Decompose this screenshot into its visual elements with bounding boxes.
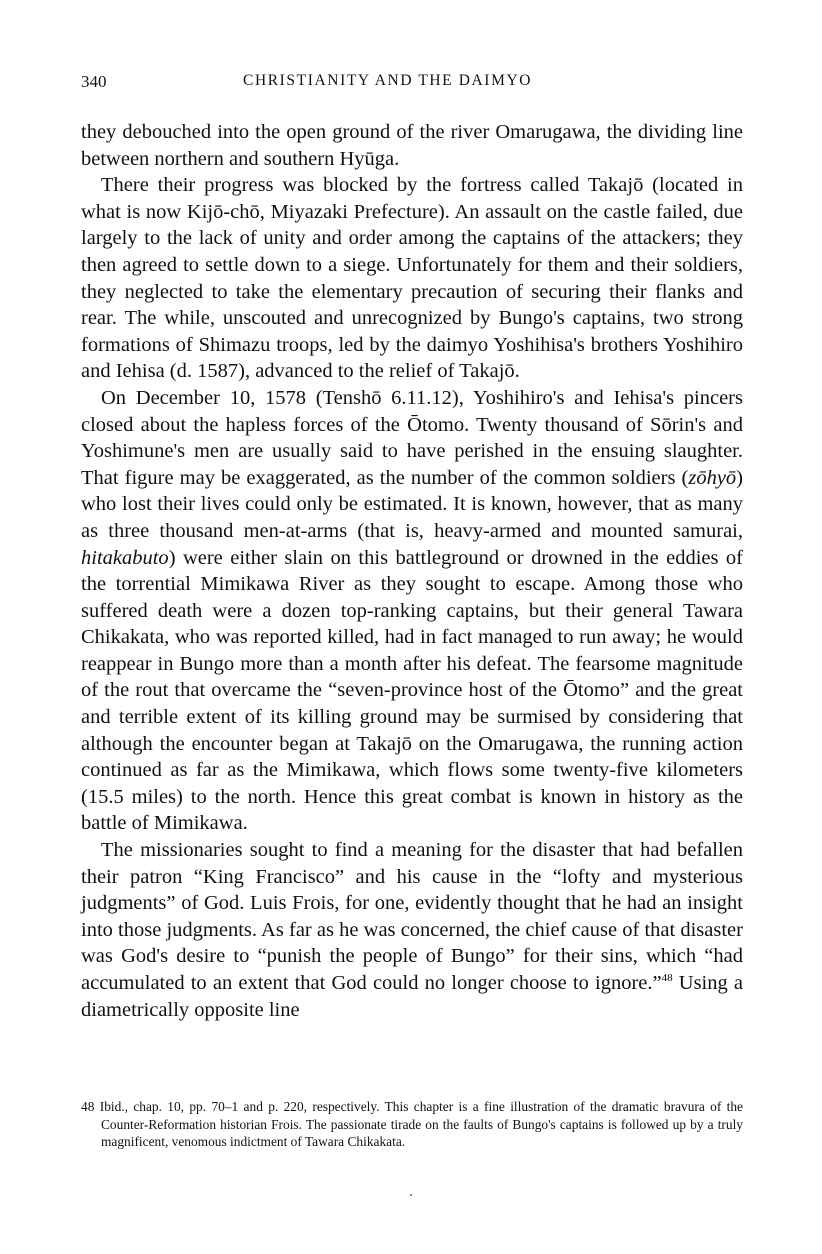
paragraph-4-text-b: Using a diametrically opposite line <box>81 972 743 1021</box>
footnote-text: Ibid., chap. 10, pp. 70–1 and p. 220, respectively. This chapter is a fine illustration of the dramatic bravura of the Counter-Reformation historian Frois. The passionate tirade on the faults of Bungo's captains is followed up by a truly magnificent, venomous indictment of Tawara Chikakata. <box>99 1099 743 1149</box>
running-title: CHRISTIANITY AND THE DAIMYO <box>243 72 533 89</box>
paragraph-1: they debouched into the open ground of the river Omarugawa, the dividing line between northern and southern Hyūga. <box>81 121 743 170</box>
page-speck <box>410 1194 412 1196</box>
term-hitakabuto: hitakabuto <box>81 546 169 569</box>
paragraph-3-text-a: On December 10, 1578 (Tenshō 6.11.12), Yoshihiro's and Iehisa's pincers closed about the hapless forces of the Ōtomo. Twenty thousand of Sōrin's and Yoshimune's men are usually said to have perished in the ensuing slaughter. That figure may be exaggerated, as the number of the common soldiers ( <box>81 386 743 489</box>
paragraph-3-text-c: ) were either slain on this battleground or drowned in the eddies of the torrential Mimikawa River as they sought to escape. Among those who suffered death were a dozen top-ranking captains, but their general Tawara Chikakata, who was reported killed, had in fact managed to run away; he would reappear in Bungo more than a month after his defeat. The fearsome magnitude of the rout that overcame the “seven-province host of the Ōtomo” and the great and terrible extent of its killing ground may be surmised by considering that although the encounter began at Takajō on the Omarugawa, the running action continued as far as the Mimikawa, which flows some twenty-five kilometers (15.5 miles) to the north. Hence this great combat is known in history as the battle of Mimikawa. <box>81 546 743 835</box>
footnote-reference[interactable]: 48 <box>661 972 673 985</box>
paragraph-4-text-a: The missionaries sought to find a meaning for the disaster that had befallen their patron “King Francisco” and his cause in the “lofty and mysterious judgments” of God. Luis Frois, for one, evidently thought that he had an insight into those judgments. As far as he was concerned, the chief cause of that disaster was God's desire to “punish the people of Bungo” for their sins, which “had accumulated to an extent that God could no longer choose to ignore.” <box>81 839 743 994</box>
body-text <box>81 119 743 1023</box>
term-zohyo: zōhyō <box>688 466 737 489</box>
page-number: 340 <box>81 72 107 91</box>
footnote-number: 48 <box>81 1099 95 1114</box>
footnote <box>81 1098 743 1151</box>
paragraph-2: There their progress was blocked by the fortress called Takajō (located in what is now Kijō-chō, Miyazaki Prefecture). An assault on the castle failed, due largely to the lack of unity and order among the captains of the attackers; they then agreed to settle down to a siege. Unfortunately for them and their soldiers, they neglected to take the elementary precaution of securing their flanks and rear. The while, unscouted and unrecognized by Bungo's captains, two strong formations of Shimazu troops, led by the daimyo Yoshihisa's brothers Yoshihiro and Iehisa (d. 1587), advanced to the relief of Takajō. <box>81 174 743 383</box>
footnote-48 <box>81 1098 743 1151</box>
paragraph-3-text-b: ) who lost their lives could only be estimated. It is known, however, that as many as three thousand men-at-arms (that is, heavy-armed and mounted samurai, <box>81 466 743 542</box>
running-head <box>81 72 743 98</box>
paragraph-4 <box>81 837 743 1023</box>
paragraph-3 <box>81 385 743 837</box>
